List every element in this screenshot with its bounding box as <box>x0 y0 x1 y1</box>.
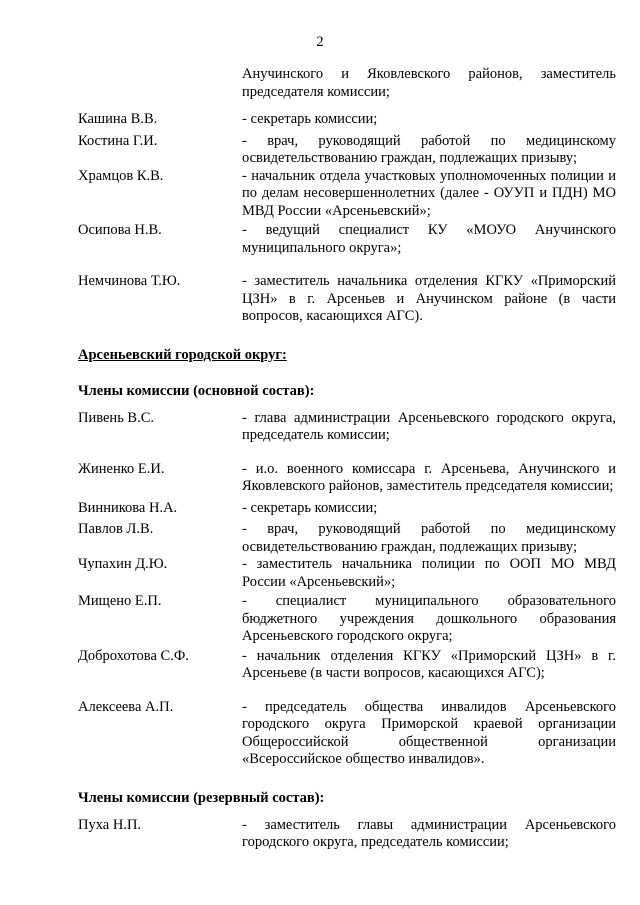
member-row <box>78 461 616 496</box>
member-name: Пивень В.С. <box>78 409 155 426</box>
member-name: Костина Г.И. <box>78 132 158 149</box>
document-body <box>78 66 616 852</box>
member-row <box>78 556 616 591</box>
member-name: Пуха Н.П. <box>78 816 142 833</box>
member-name: Жиненко Е.И. <box>78 460 165 477</box>
reserve-composition-heading: Члены комиссии (резервный состав): <box>78 789 325 806</box>
member-row <box>78 593 616 646</box>
member-row <box>78 111 616 129</box>
member-description: Анучинского и Яковлевского районов, заместитель председателя комиссии; <box>242 66 616 100</box>
member-description: - начальник отделения КГКУ «Приморский ЦЗН» в г. Арсеньеве (в части вопросов, касающихся АГС); <box>242 647 616 681</box>
member-description: - ведущий специалист КУ «МОУО Анучинского муниципального округа»; <box>242 222 616 256</box>
member-description: - специалист муниципального образовательного бюджетного учреждения дошкольного образования Арсеньевского городского округа; <box>242 593 616 644</box>
member-description: - начальник отдела участковых уполномоченных полиции и по делам несовершеннолетних (далее - ОУУП и ПДН) МО МВД России «Арсеньевский»; <box>242 167 616 219</box>
member-row <box>78 133 616 168</box>
member-name: Доброхотова С.Ф. <box>78 647 189 664</box>
member-description: - заместитель главы администрации Арсеньевского городского округа, председатель комиссии; <box>242 816 616 850</box>
member-name: Винникова Н.А. <box>78 499 178 516</box>
member-name: Осипова Н.В. <box>78 222 162 238</box>
member-description: - врач, руководящий работой по медицинскому освидетельствованию граждан, подлежащих призыву; <box>242 521 616 555</box>
member-row <box>78 817 616 852</box>
member-row <box>78 410 616 445</box>
member-description: - врач, руководящий работой по медицинскому освидетельствованию граждан, подлежащих призыву; <box>242 132 616 166</box>
member-row <box>78 699 616 769</box>
member-description: - и.о. военного комиссара г. Арсеньева, Анучинского и Яковлевского районов, заместитель председателя комиссии; <box>242 460 616 494</box>
member-description: - глава администрации Арсеньевского городского округа, председатель комиссии; <box>242 409 616 443</box>
member-name: Храмцов К.В. <box>78 167 164 184</box>
member-name: Алексеева А.П. <box>78 698 174 715</box>
member-description: - секретарь комиссии; <box>242 111 378 127</box>
member-row <box>78 168 616 221</box>
member-name: Кашина В.В. <box>78 111 158 127</box>
district-heading: Арсеньевский городской округ: <box>78 346 287 363</box>
member-description: - секретарь комиссии; <box>242 499 378 516</box>
member-name: Чупахин Д.Ю. <box>78 556 168 572</box>
member-row <box>78 648 616 683</box>
continuation-row <box>78 66 616 101</box>
member-description: - председатель общества инвалидов Арсеньевского городского округа Приморской краевой организации Общероссийской общественной организации «Всероссийское общество инвалидов». <box>242 698 616 767</box>
member-row <box>78 521 616 556</box>
member-row <box>78 222 616 257</box>
member-name: Немчинова Т.Ю. <box>78 273 181 289</box>
member-name: Павлов Л.В. <box>78 521 154 537</box>
page-number: 2 <box>316 34 324 50</box>
main-composition-heading: Члены комиссии (основной состав): <box>78 382 315 399</box>
member-description: - заместитель начальника полиции по ООП МО МВД России «Арсеньевский»; <box>242 556 616 590</box>
member-row <box>78 273 616 326</box>
member-name: Мищено Е.П. <box>78 593 162 609</box>
member-description: - заместитель начальника отделения КГКУ «Приморский ЦЗН» в г. Арсеньев и Анучинском районе (в части вопросов, касающихся АГС). <box>242 273 616 324</box>
member-row <box>78 500 616 518</box>
member-name <box>78 66 242 101</box>
